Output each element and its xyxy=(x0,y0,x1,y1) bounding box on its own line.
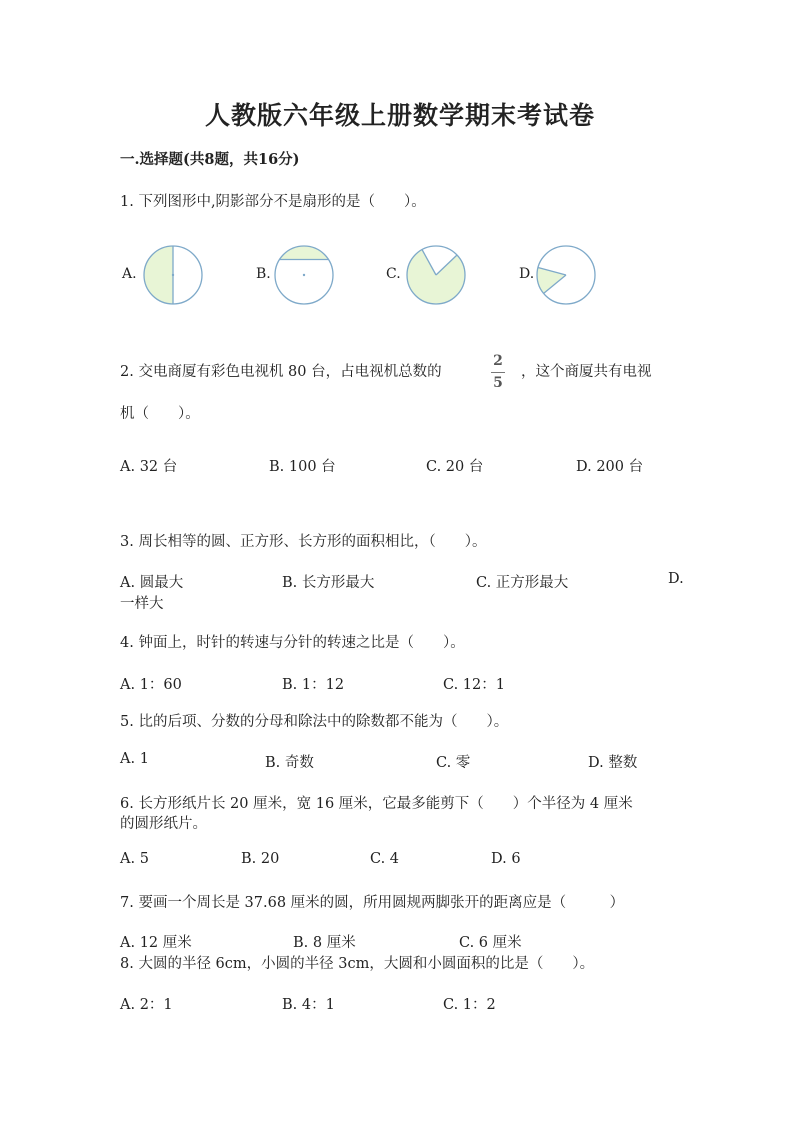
q4-option-b: B. 1：12 xyxy=(282,677,345,693)
q6-option-c: C. 4 xyxy=(370,851,400,867)
fraction-denominator: 5 xyxy=(493,375,503,391)
q2-option-c: C. 20 台 xyxy=(426,459,484,475)
q7-option-c: C. 6 厘米 xyxy=(459,935,522,951)
figure-label-c: C. xyxy=(386,266,401,282)
question-2-part-a: 2. 交电商厦有彩色电视机 80 台，占电视机总数的 xyxy=(120,364,442,380)
figure-label-a: A. xyxy=(122,266,137,282)
q3-option-d: D. xyxy=(668,571,684,587)
fraction-numerator: 2 xyxy=(493,353,503,369)
q3-option-d-continued: 一样大 xyxy=(120,596,164,612)
question-7: 7. 要画一个周长是 37.68 厘米的圆，所用圆规两脚张开的距离应是（ ） xyxy=(120,895,625,911)
q3-option-a: A. 圆最大 xyxy=(120,575,184,591)
section-heading: 一.选择题(共8题，共16分) xyxy=(120,151,300,168)
question-6-line-1: 6. 长方形纸片长 20 厘米，宽 16 厘米，它最多能剪下（ ）个半径为 4 厘米 xyxy=(120,796,633,812)
q6-option-d: D. 6 xyxy=(491,851,521,867)
circle-large-sector-shaded-icon xyxy=(404,243,468,307)
question-4: 4. 钟面上，时针的转速与分针的转速之比是（ ）。 xyxy=(120,635,465,651)
q3-option-b: B. 长方形最大 xyxy=(282,575,375,591)
q2-option-a: A. 32 台 xyxy=(120,459,178,475)
q8-option-a: A. 2：1 xyxy=(120,997,173,1013)
q5-option-d: D. 整数 xyxy=(588,755,638,771)
circle-small-sector-shaded-icon xyxy=(534,243,598,307)
question-3: 3. 周长相等的圆、正方形、长方形的面积相比，（ ）。 xyxy=(120,534,487,550)
question-8: 8. 大圆的半径 6cm，小圆的半径 3cm，大圆和小圆面积的比是（ ）。 xyxy=(120,956,595,972)
q6-option-a: A. 5 xyxy=(120,851,149,867)
q2-option-b: B. 100 台 xyxy=(269,459,336,475)
fraction-two-fifths xyxy=(488,352,508,393)
question-1: 1. 下列图形中,阴影部分不是扇形的是（ ）。 xyxy=(120,194,426,210)
question-2-part-b: ，这个商厦共有电视 xyxy=(521,364,652,380)
q8-option-c: C. 1：2 xyxy=(443,997,496,1013)
q2-option-d: D. 200 台 xyxy=(576,459,644,475)
circle-half-shaded-icon xyxy=(141,243,205,307)
question-2-part-c: 机（ ）。 xyxy=(120,406,200,422)
q4-option-a: A. 1：60 xyxy=(120,677,182,693)
figure-label-b: B. xyxy=(256,266,271,282)
q5-option-c: C. 零 xyxy=(436,755,471,771)
q8-option-b: B. 4：1 xyxy=(282,997,335,1013)
fraction-bar xyxy=(491,372,505,373)
q7-option-b: B. 8 厘米 xyxy=(293,935,356,951)
q4-option-c: C. 12：1 xyxy=(443,677,505,693)
q5-option-a: A. 1 xyxy=(120,751,149,767)
question-5: 5. 比的后项、分数的分母和除法中的除数都不能为（ ）。 xyxy=(120,714,509,730)
figure-label-d: D. xyxy=(519,266,535,282)
circle-segment-shaded-icon xyxy=(272,243,336,307)
q6-option-b: B. 20 xyxy=(241,851,280,867)
q7-option-a: A. 12 厘米 xyxy=(120,935,192,951)
q3-option-c: C. 正方形最大 xyxy=(476,575,569,591)
question-6-line-2: 的圆形纸片。 xyxy=(120,816,207,832)
q5-option-b: B. 奇数 xyxy=(265,755,314,771)
page-title: 人教版六年级上册数学期末考试卷 xyxy=(204,101,595,130)
